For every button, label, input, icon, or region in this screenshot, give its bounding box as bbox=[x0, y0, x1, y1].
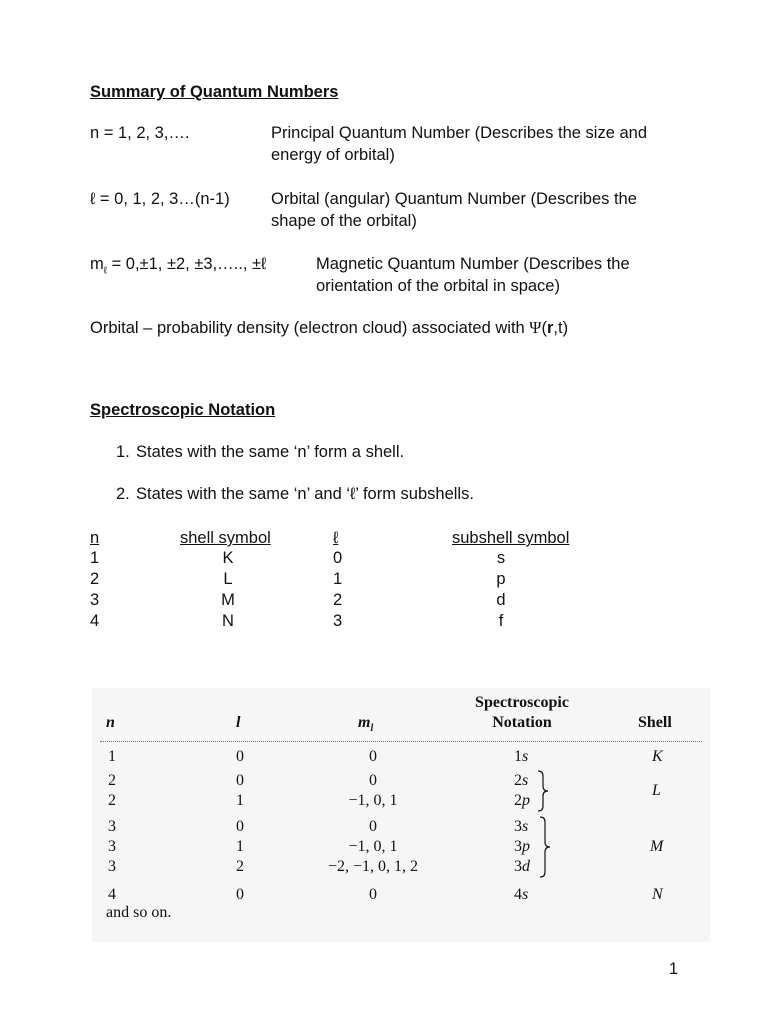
fig-notation bbox=[514, 858, 530, 876]
fig-ml: 0 bbox=[369, 772, 377, 789]
header-spectroscopic-line2: Notation bbox=[492, 714, 552, 731]
table-cell: K bbox=[222, 549, 234, 567]
fig-shell-n: N bbox=[652, 886, 663, 903]
fig-l: 0 bbox=[236, 818, 244, 835]
fig-ml: 0 bbox=[369, 748, 377, 765]
header-ml-sub: l bbox=[370, 723, 374, 735]
section-title-quantum-numbers: Summary of Quantum Numbers bbox=[90, 83, 339, 101]
fig-n: 3 bbox=[108, 818, 116, 835]
header-ml-m: m bbox=[358, 714, 371, 731]
fig-notation bbox=[514, 838, 530, 856]
brace-l-shell bbox=[536, 770, 550, 812]
fig-shell-k: K bbox=[652, 748, 663, 765]
fig-notation-letter: p bbox=[522, 838, 530, 855]
table-cell: 1 bbox=[90, 549, 100, 567]
ml-values: = 0,±1, ±2, ±3,….., ±ℓ bbox=[106, 255, 267, 273]
table-cell: 1 bbox=[333, 570, 343, 588]
fig-notation-letter: s bbox=[522, 772, 529, 789]
section-title-spectroscopic: Spectroscopic Notation bbox=[90, 401, 276, 419]
fig-l: 1 bbox=[236, 792, 244, 809]
l-definition: ℓ = 0, 1, 2, 3…(n-1) bbox=[90, 190, 230, 208]
header-l: l bbox=[236, 714, 241, 731]
fig-notation-num: 1 bbox=[514, 748, 522, 765]
fig-notation bbox=[514, 792, 530, 810]
r-vector: r bbox=[546, 319, 554, 337]
fig-notation bbox=[514, 886, 528, 904]
ml-definition bbox=[90, 255, 266, 276]
table-cell: d bbox=[496, 591, 506, 609]
fig-notation-letter: s bbox=[522, 886, 529, 903]
fig-ml: 0 bbox=[369, 818, 377, 835]
table-cell: s bbox=[496, 549, 506, 567]
fig-notation bbox=[514, 818, 528, 836]
brace-m-shell bbox=[538, 816, 552, 878]
fig-notation-num: 2 bbox=[514, 772, 522, 789]
header-subshell-symbol: subshell symbol bbox=[452, 529, 570, 547]
fig-l: 0 bbox=[236, 886, 244, 903]
orbital-text: Orbital – probability density (electron cloud) associated with bbox=[90, 319, 530, 337]
n-definition: n = 1, 2, 3,…. bbox=[90, 124, 190, 142]
l-description-line1: Orbital (angular) Quantum Number (Describes the bbox=[271, 190, 637, 208]
list-item-number-2: 2. bbox=[116, 485, 130, 503]
page-number: 1 bbox=[668, 960, 678, 978]
fig-n: 2 bbox=[108, 772, 116, 789]
list-item-1: States with the same ‘n’ form a shell. bbox=[136, 443, 405, 461]
ml-description-line2: orientation of the orbital in space) bbox=[316, 277, 560, 295]
header-divider bbox=[100, 741, 702, 742]
header-l: ℓ bbox=[333, 529, 339, 547]
fig-ml: −2, −1, 0, 1, 2 bbox=[327, 858, 419, 875]
list-item-number-1: 1. bbox=[116, 443, 130, 461]
header-n: n bbox=[90, 529, 100, 547]
fig-notation-num: 3 bbox=[514, 818, 522, 835]
fig-notation-num: 3 bbox=[514, 838, 522, 855]
table-cell: f bbox=[498, 612, 504, 630]
fig-notation bbox=[514, 772, 528, 790]
table-cell: N bbox=[222, 612, 234, 630]
ml-m: m bbox=[90, 255, 104, 273]
paren-close: ,t) bbox=[553, 319, 569, 337]
fig-notation-num: 4 bbox=[514, 886, 522, 903]
fig-notation-letter: p bbox=[522, 792, 530, 809]
fig-notation-letter: s bbox=[522, 818, 529, 835]
table-cell: 2 bbox=[90, 570, 100, 588]
header-spectroscopic-line1: Spectroscopic bbox=[475, 694, 569, 711]
orbital-definition bbox=[90, 318, 568, 338]
n-description-line1: Principal Quantum Number (Describes the size and bbox=[271, 124, 647, 142]
fig-notation-letter: d bbox=[522, 858, 530, 875]
fig-notation-letter: s bbox=[522, 748, 529, 765]
header-shell-symbol: shell symbol bbox=[180, 529, 271, 547]
psi-symbol: Ψ bbox=[529, 318, 542, 337]
n-description-line2: energy of orbital) bbox=[271, 146, 395, 164]
table-cell: L bbox=[223, 570, 233, 588]
header-shell: Shell bbox=[638, 714, 672, 731]
fig-notation-num: 3 bbox=[514, 858, 522, 875]
table-cell: M bbox=[221, 591, 235, 609]
fig-n: 1 bbox=[108, 748, 116, 765]
quantum-table-figure bbox=[92, 688, 710, 942]
ml-subscript: ℓ bbox=[103, 265, 107, 277]
table-cell: 3 bbox=[90, 591, 100, 609]
fig-l: 0 bbox=[236, 748, 244, 765]
table-cell: p bbox=[496, 570, 506, 588]
fig-ml: 0 bbox=[369, 886, 377, 903]
fig-l: 2 bbox=[236, 858, 244, 875]
fig-n: 2 bbox=[108, 792, 116, 809]
fig-shell-m: M bbox=[650, 838, 664, 855]
header-ml bbox=[358, 714, 373, 738]
fig-footer: and so on. bbox=[106, 904, 172, 921]
fig-n: 4 bbox=[108, 886, 116, 903]
table-cell: 4 bbox=[90, 612, 100, 630]
table-cell: 2 bbox=[333, 591, 343, 609]
fig-ml: −1, 0, 1 bbox=[348, 838, 398, 855]
fig-ml: −1, 0, 1 bbox=[348, 792, 398, 809]
fig-shell-l: L bbox=[652, 782, 661, 799]
header-n: n bbox=[106, 714, 115, 731]
fig-l: 1 bbox=[236, 838, 244, 855]
fig-notation bbox=[514, 748, 528, 766]
fig-n: 3 bbox=[108, 838, 116, 855]
table-cell: 0 bbox=[333, 549, 343, 567]
ml-description-line1: Magnetic Quantum Number (Describes the bbox=[316, 255, 630, 273]
table-cell: 3 bbox=[333, 612, 343, 630]
fig-n: 3 bbox=[108, 858, 116, 875]
fig-notation-num: 2 bbox=[514, 792, 522, 809]
fig-l: 0 bbox=[236, 772, 244, 789]
paren-open: ( bbox=[541, 319, 547, 337]
list-item-2: States with the same ‘n’ and ‘ℓ’ form subshells. bbox=[136, 485, 474, 503]
l-description-line2: shape of the orbital) bbox=[271, 212, 417, 230]
